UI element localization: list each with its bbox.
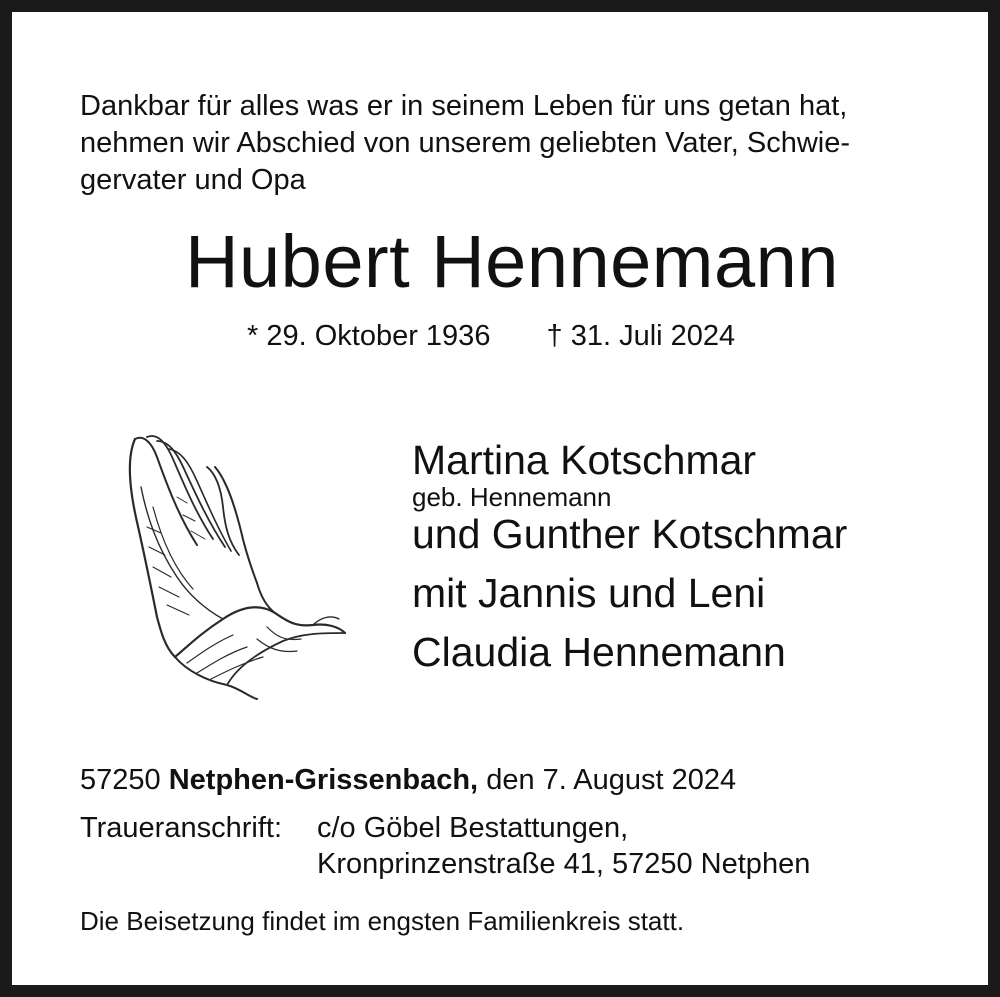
intro-line-3: gervater und Opa xyxy=(80,164,306,196)
funeral-note: Die Beisetzung findet im engsten Familienkreis statt. xyxy=(80,906,685,936)
address-row-1 xyxy=(80,810,810,846)
intro-line-1: Dankbar für alles was er in seinem Leben für uns getan hat, xyxy=(80,90,848,122)
address-line-1: c/o Göbel Bestattungen, xyxy=(317,812,629,844)
address-label-spacer xyxy=(80,846,317,882)
family-member-3: Claudia Hennemann xyxy=(412,629,786,675)
family-member-2: und Gunther Kotschmar xyxy=(412,511,848,557)
family-member-1-maiden: geb. Hennemann xyxy=(412,482,612,512)
address-label: Traueranschrift: xyxy=(80,812,282,844)
announcement-date: den 7. August 2024 xyxy=(486,764,737,796)
address-line-2: Kronprinzenstraße 41, 57250 Netphen xyxy=(317,848,811,880)
mourning-address xyxy=(80,810,810,882)
death-date: † 31. Juli 2024 xyxy=(546,320,736,352)
family-list xyxy=(412,437,972,675)
postal-code: 57250 xyxy=(80,764,161,796)
town-name: Netphen-Grissenbach, xyxy=(168,764,479,796)
family-member-1: Martina Kotschmar xyxy=(412,437,757,483)
life-dates xyxy=(247,318,735,354)
intro-line-2: nehmen wir Abschied von unserem geliebten Vater, Schwie- xyxy=(80,127,851,159)
deceased-name: Hubert Hennemann xyxy=(185,220,839,303)
praying-hands-icon xyxy=(117,427,352,702)
birth-date: * 29. Oktober 1936 xyxy=(247,320,491,352)
place-and-date xyxy=(80,762,736,799)
intro-text xyxy=(80,88,960,199)
family-grandchildren: mit Jannis und Leni xyxy=(412,570,766,616)
address-row-2 xyxy=(80,846,810,882)
